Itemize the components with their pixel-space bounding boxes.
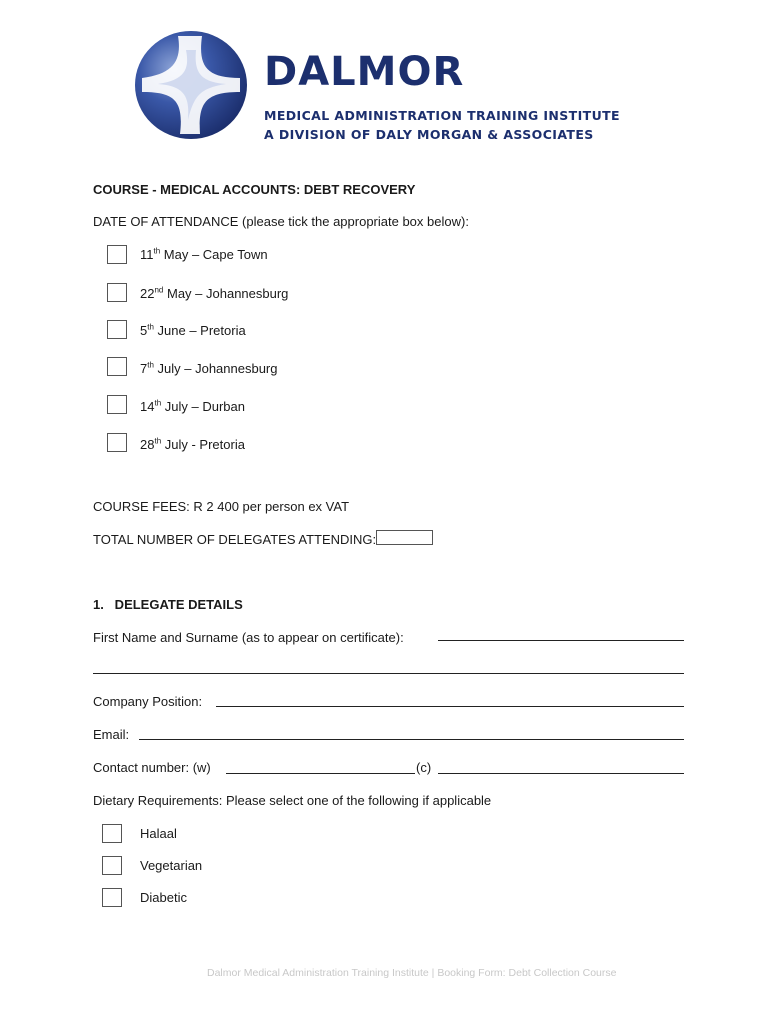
contact-cell-label: (c) — [416, 760, 432, 775]
dietary-label: Dietary Requirements: Please select one of the following if applicable — [93, 793, 492, 808]
position-label: Company Position: — [93, 694, 203, 709]
date-option-3: 5th June – Pretoria — [140, 322, 246, 338]
brand-division: A DIVISION OF DALY MORGAN & ASSOCIATES — [264, 127, 594, 142]
date-option-5: 14th July – Durban — [140, 398, 245, 414]
dietary-checkbox-vegetarian[interactable] — [102, 856, 122, 875]
date-checkbox-1[interactable] — [107, 245, 127, 264]
position-field[interactable] — [216, 706, 684, 707]
page-footer: Dalmor Medical Administration Training Institute | Booking Form: Debt Collection Course — [207, 967, 617, 979]
dietary-option-diabetic: Diabetic — [140, 890, 187, 905]
contact-label: Contact number: (w) — [93, 760, 211, 775]
date-option-4: 7th July – Johannesburg — [140, 360, 278, 376]
date-checkbox-2[interactable] — [107, 283, 127, 302]
brand-name: DALMOR — [264, 49, 465, 95]
email-field[interactable] — [139, 739, 684, 740]
name-label: First Name and Surname (as to appear on certificate): — [93, 630, 404, 645]
dietary-option-vegetarian: Vegetarian — [140, 858, 203, 873]
delegates-label: TOTAL NUMBER OF DELEGATES ATTENDING: — [93, 532, 377, 547]
delegates-count-field[interactable] — [376, 530, 433, 545]
name-field-continued[interactable] — [93, 673, 684, 674]
date-checkbox-5[interactable] — [107, 395, 127, 414]
dalmor-logo-icon — [134, 30, 248, 140]
course-fees: COURSE FEES: R 2 400 per person ex VAT — [93, 499, 350, 514]
dietary-checkbox-diabetic[interactable] — [102, 888, 122, 907]
name-field[interactable] — [438, 640, 684, 641]
contact-work-field[interactable] — [226, 773, 415, 774]
email-label: Email: — [93, 727, 130, 742]
date-checkbox-4[interactable] — [107, 357, 127, 376]
date-option-6: 28th July - Pretoria — [140, 436, 245, 452]
delegate-details-heading: 1. DELEGATE DETAILS — [93, 597, 243, 612]
date-option-1: 11th May – Cape Town — [140, 246, 268, 262]
date-option-2: 22nd May – Johannesburg — [140, 285, 289, 301]
dietary-checkbox-halaal[interactable] — [102, 824, 122, 843]
date-checkbox-6[interactable] — [107, 433, 127, 452]
dietary-option-halaal: Halaal — [140, 826, 177, 841]
date-checkbox-3[interactable] — [107, 320, 127, 339]
contact-cell-field[interactable] — [438, 773, 684, 774]
brand-tagline: MEDICAL ADMINISTRATION TRAINING INSTITUTE — [264, 108, 620, 123]
attendance-heading: DATE OF ATTENDANCE (please tick the appropriate box below): — [93, 214, 469, 229]
course-title: COURSE - MEDICAL ACCOUNTS: DEBT RECOVERY — [93, 182, 416, 197]
